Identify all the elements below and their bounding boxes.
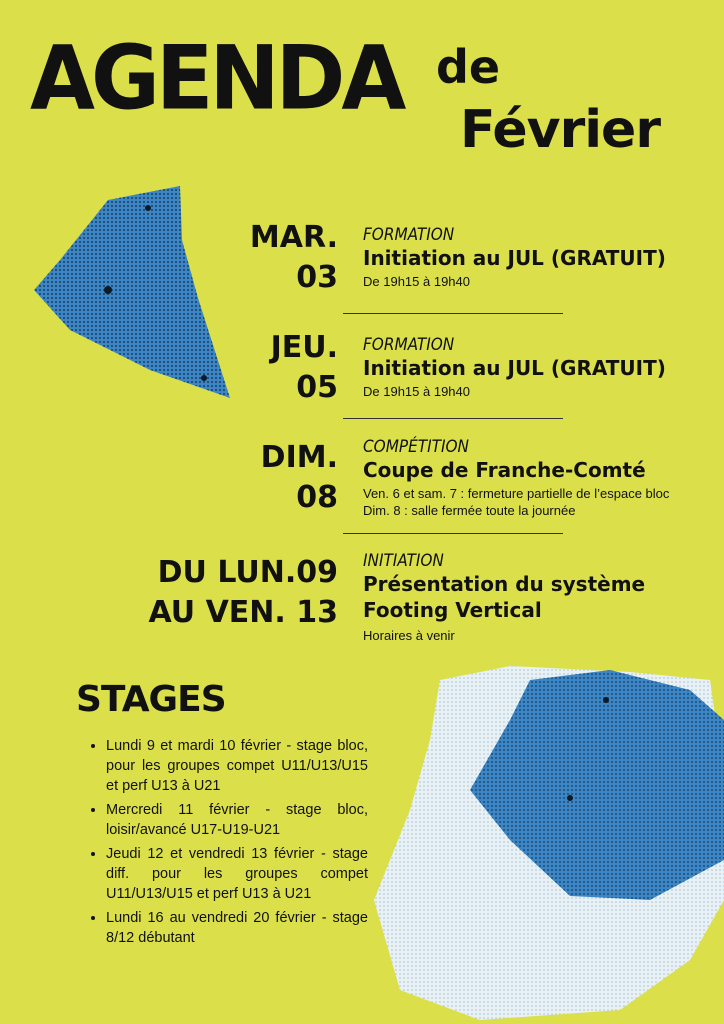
divider — [343, 418, 563, 419]
event-day-number: 08 — [296, 480, 338, 515]
list-item: • Jeudi 12 et vendredi 13 février - stage diff. pour les groupes compet U11/U13/U15 et perf U13 à U21 — [106, 844, 368, 904]
event-date — [200, 328, 338, 408]
divider — [343, 313, 563, 314]
climbing-hold-large-icon — [370, 660, 724, 1020]
event-details — [363, 335, 666, 400]
list-item: • Lundi 16 au vendredi 20 février - stage 8/12 débutant — [106, 908, 368, 948]
stages-heading: STAGES — [76, 679, 226, 720]
stages-list — [80, 736, 368, 952]
event-title: Coupe de Franche-Comté — [363, 458, 646, 482]
event-details — [363, 225, 666, 290]
event-detail-line: Dim. 8 : salle fermée toute la journée — [363, 503, 576, 518]
title-preposition: de — [436, 40, 501, 94]
divider — [343, 533, 563, 534]
event-details — [363, 437, 669, 519]
event-day-number: 03 — [296, 260, 338, 295]
event-title-line2: Footing Vertical — [363, 598, 542, 622]
event-date-start: DU LUN.09 — [157, 555, 338, 590]
event-title: Initiation au JUL (GRATUIT) — [363, 246, 666, 270]
list-item: • Mercredi 11 février - stage bloc, loisir/avancé U17-U19-U21 — [106, 800, 368, 840]
event-time: De 19h15 à 19h40 — [363, 274, 470, 289]
event-category: FORMATION — [363, 335, 455, 355]
event-details — [363, 551, 645, 644]
event-date — [200, 438, 338, 518]
event-day-number: 05 — [296, 370, 338, 405]
event-category: COMPÉTITION — [363, 437, 469, 457]
event-category: FORMATION — [363, 225, 455, 245]
event-day: MAR. — [249, 220, 338, 255]
event-date — [120, 553, 338, 633]
event-title: Présentation du système — [363, 572, 646, 596]
page-title: AGENDA — [30, 26, 403, 130]
event-date — [200, 218, 338, 298]
event-day: DIM. — [260, 440, 338, 475]
title-month: Février — [460, 100, 660, 160]
event-date-end: AU VEN. 13 — [148, 595, 338, 630]
event-time: De 19h15 à 19h40 — [363, 384, 470, 399]
event-detail-line: Ven. 6 et sam. 7 : fermeture partielle de l’espace bloc — [363, 486, 670, 501]
event-day: JEU. — [270, 330, 338, 365]
event-category: INITIATION — [363, 551, 444, 571]
event-time: Horaires à venir — [363, 628, 455, 643]
event-title: Initiation au JUL (GRATUIT) — [363, 356, 666, 380]
list-item: • Lundi 9 et mardi 10 février - stage bloc, pour les groupes compet U11/U13/U15 et perf U13 à U21 — [106, 736, 368, 796]
